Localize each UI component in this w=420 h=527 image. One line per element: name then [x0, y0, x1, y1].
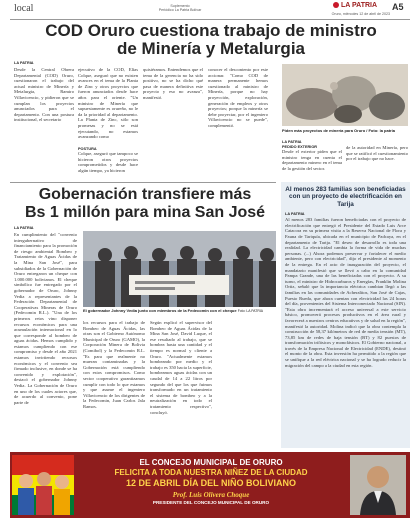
- article2-byline: LA PATRIA: [14, 226, 34, 230]
- banner-text: [80, 458, 342, 506]
- article2-headline-line1: Gobernación transfiere más: [38, 186, 252, 203]
- sidebar-byline: LA PATRIA: [285, 212, 305, 217]
- cheque-photo-credit: Foto: LA PATRIA: [237, 309, 264, 313]
- minerals-photo-caption: Piden más proyectos de minería para Oruro / Foto: la patria: [282, 128, 395, 133]
- minerals-illustration: [282, 64, 408, 126]
- banner-signer-title: PRESIDENTE DEL CONCEJO MUNICIPAL DE ORURO: [152, 500, 270, 505]
- issue-date: Oruro, miércoles 12 de abril de 2023: [331, 12, 390, 16]
- section-label: local: [14, 3, 34, 14]
- article1-column-4: conocer el descontento por este accionar. "Como COD de manera permanente hemos cuestionado al ministro de Minería, porque no hay proyección, exploración, generación de empleos y otros proyectos; porque la minería se debe proyectar, por el ingeniero Villavicencio no se puede", complementó.: [208, 67, 268, 128]
- banner-left-image: [12, 455, 74, 515]
- brand-logo: [333, 2, 377, 9]
- header-rule: [10, 19, 410, 20]
- article2-headline-line2: Bs 1 millón para mina San José: [24, 204, 266, 221]
- children-day-banner: [10, 452, 410, 518]
- article-divider: [10, 182, 276, 183]
- children-icon: [12, 465, 74, 515]
- supplement-line1: Suplemento: [170, 4, 190, 8]
- article2-column-1: En cumplimiento del "convenio intergubernativo de financiamiento para la promoción de riesgo ambiental Bombeo y Tratamiento de Aguas Ácidas de la Mina San José", para subsidiados de la Gobernación de Oruro entregaron un cheque con 1.000.000 bolivianos. El cheque simbólico fue entregado por el gobernador de Oruro, Johnny Vedia a representantes de la Federación Departamental de Cooperativas Mineras de Oruro (Fedecomin R.L.). "Una de los primeros retos vino disponer recursos económicos para una acumulación internacional en lo que corresponde al bombeo de aguas ácidas. Hemos cumplido y estamos cumpliendo con ese compromiso y desde el año 2021 estamos invirtiendo recursos económicos y el convenio sea firmado inclusive, en donde se ha convenido y explotación", destacó el gobernador Johnny Vedia. La Gobernación de Oruro en uno de los cuales actores que, de acuerdo al convenio, pone parte de: [14, 232, 77, 405]
- article1-byline: LA PATRIA: [14, 61, 34, 65]
- article2-column-2: los recursos para el trabajo de Bombeo de Aguas Ácidas, las otras son el Gobierno Autónomo Municipal de Oruro (GAMO), la Corporación Minera de Bolivia (Comibol) y la Fedecomin R.L. "Es para que realmente no mueran contaminadas y la Gobernación está cumpliendo con estos compromisos. Como sector cooperativo garantizamos cumplir con todo lo que estamos y que asume el ingeniero Villavicencio de los dirigentes de la Fedecomin, Juan Carlos Jala Ramos.: [83, 320, 145, 409]
- article1-column-2: [78, 67, 138, 179]
- article2-column-3: Según explicó el supervisor del Bombeo de Aguas Ácidas de la Mina San José, David Luque, el ese resultado al trabajo, que se bombea hasta una cantidad y el tiempo es normal y cliente a Oruro. "Actualmente estamos bombeando por medio y el trabajo es 350 hacia la superficie, bombeamos aguas ácidas con un caudal de 14 a 22 litros por segundo del que los que fuimos transformado en un tratamiento el sistema de bombeo y a la neutralización en todo el tratamiento respectivo", concluyó.: [150, 320, 212, 415]
- article1-column-2-text: ejecutivo de la COD, Elías Colque, aseguró que no existen avances en el tema de la Planta de Zinc y otros proyectos que fueron anunciados desde hace años para el oriente. "Un ministro de Minería que supuestamente es orureño, no le da la prioridad al departamento. La Planta de Zinc, sólo son promesas y no se está ejecutando, no estamos avanzando como: [78, 67, 138, 140]
- cheque-caption-text: El gobernador Johnny Vedia junto con miembros de la Fedecomin con el cheque: [83, 308, 237, 313]
- article1-credit: LA PATRIA: [282, 140, 302, 144]
- sidebar-body: Al menos 283 familias fueron beneficiadas con el proyecto de electrificación que entregó el Presidente del Estado Luis Arce Catacora en su primera visita a la Reserva Nacional de Flora y Fauna de Tariquía, ubicada en el municipio de Padcaya, en el departamento de Tarija. "El deseo de desarrollo es toda una realidad. La electricidad cambia la forma de vida de muchas personas. (...) Ahora podemos preservar y fortalecer el medio ambiente, pero con electricidad", dijo el presidente al momento de la entrega. En el acto de inauguración del proyecto, el mandatario manifestó que se llevó a cabo en la comunidad Pampa Grande, una de las beneficiadas con el proyecto. A su turno, el ministro de Hidrocarburos y Energías, Franklin Molina Ortiz, señaló que la importancia eléctrica cambian llegó a las familias en las comunidades de Acheralitos, San José de Cajas, Puesto Rueda, que ahora cuentan con electricidad las 24 horas del día, provenientes del Sistema Interconectado Nacional (SIN). "Esta obra incrementará el acceso universal a este servicio básico, promoverá procesos productivos en el área rural y favorecerá a nuestros centros educativos y de salud en la región", manifestó la autoridad. Molina indicó que la obra contempla la construcción de 58,37 kilómetros de red de media tensión (MT), 73,85 km de redes de baja tensión (BT) y 82 puestos de transformación trifásicos y monofásicos. El Gobierno nacional, a través de la Empresa Nacional de Electricidad (ENDE), destinó el monto de la obra. Esta inversión ha permitido a la región que se unifique a la red eléctrica nacional y se ha logrado reducir la migración del campo a la ciudad en esta región.: [285, 217, 406, 368]
- article2-headline: [14, 186, 276, 222]
- article1-column-5: [282, 145, 342, 179]
- cheque-illustration: [83, 231, 276, 307]
- sidebar-box: [281, 182, 410, 448]
- brand-dot-icon: [333, 2, 339, 8]
- cheque-photo-caption: [83, 308, 276, 314]
- portrait-icon: [350, 455, 406, 515]
- minerals-photo: [282, 64, 408, 126]
- banner-signature: Prof. Luis Olivera Choque: [172, 491, 250, 499]
- page-number: A5: [392, 2, 404, 12]
- banner-line1: EL CONCEJO MUNICIPAL DE ORURO: [139, 458, 283, 467]
- article1-subhead: POSTURA: [78, 147, 97, 151]
- article1-column-6: de la autoridad en Minería, pero que se ratificó el cuestionamiento por el trabajo que no hace.: [346, 145, 408, 162]
- article1-headline: COD Oruro cuestiona trabajo de ministro de Minería y Metalurgia: [45, 21, 377, 58]
- cheque-photo: [83, 231, 276, 307]
- article1-column-5-text: Desde el exterior piden que el ministro tenga en cuenta el departamento minero en el tema de la gestión del sector.: [282, 149, 342, 171]
- banner-portrait: [350, 455, 406, 515]
- banner-line2: FELICITA A TODA NUESTRA NIÑEZ DE LA CIUDAD: [114, 468, 308, 477]
- article1-column-1: Desde la Central Obrera Departamental (COD) Oruro, cuestionaron el trabajo del actual ministro de Minería y Metalurgia, Ramiro Villavicencio, y pidieron que se cumplan los proyectos anunciados para el departamento. Con una postura institucional, el secretario: [14, 67, 74, 123]
- article1-subhead-2: PEDIDO EXTERIOR: [282, 145, 318, 149]
- article1-column-3: quisiéramos. Entendemos que el tema de la gerencia no ha sido positivo, no se ha dicho qué pasa de manera definitiva este proyecto y eso no avanza", manifestó.: [143, 67, 203, 100]
- supplement-line2: Periódico La Patria Bolívar: [158, 8, 202, 13]
- supplement-label: [150, 4, 210, 13]
- brand-name: LA PATRIA: [341, 2, 378, 9]
- banner-line3: 12 DE ABRIL DÍA DEL NIÑO BOLIVIANO: [125, 478, 297, 488]
- article1-column-2b-text: Colque, aseguró que tampoco se hicieron otros proyectos comprometidos y desde hace algún tiempo, ya hicieron: [78, 151, 138, 173]
- sidebar-headline: Al menos 283 familias son beneficiadas con un proyecto de electrificación en Tarija: [285, 186, 406, 208]
